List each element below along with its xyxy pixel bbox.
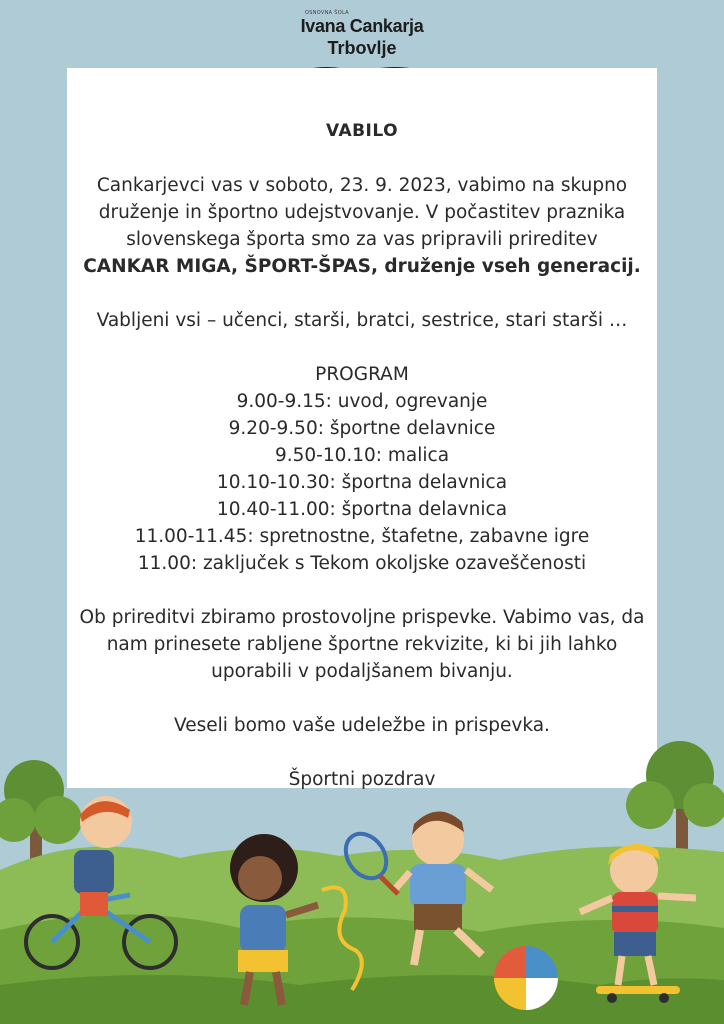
- program-item: 9.00-9.15: uvod, ogrevanje: [236, 391, 488, 412]
- boy-with-racket: [396, 811, 492, 965]
- logo-small-text: OSNOVNA ŠOLA: [305, 10, 349, 16]
- girl-with-ribbon: [230, 834, 362, 1005]
- kid-on-bike: [74, 796, 132, 916]
- donation-line: uporabili v podaljšanem bivanju.: [211, 661, 513, 682]
- donation-line: Ob prireditvi zbiramo prostovoljne prispevke. Vabimo vas, da: [79, 607, 645, 628]
- program-item: 9.50-10.10: malica: [274, 445, 450, 466]
- program-item: 10.10-10.30: športna delavnica: [216, 472, 508, 493]
- event-name: CANKAR MIGA, ŠPORT-ŠPAS, druženje vseh generacij.: [83, 256, 641, 277]
- intro-line: druženje in športno udejstvovanje. V počastitev praznika: [98, 202, 626, 223]
- invitation-text: [67, 118, 657, 793]
- program-item: 10.40-11.00: športna delavnica: [216, 499, 508, 520]
- bicycle-icon: [26, 880, 176, 968]
- ball-icon: [494, 946, 558, 1010]
- closing-line: Veseli bomo vaše udeležbe in prispevka.: [174, 715, 550, 736]
- logo-line-1: Ivana Cankarja: [300, 16, 424, 36]
- boy-on-skateboard: [580, 844, 696, 985]
- logo-line-2: Trbovlje: [327, 38, 397, 58]
- intro-line: slovenskega športa smo za vas pripravili prireditev: [126, 229, 598, 250]
- invitation-title: VABILO: [325, 121, 399, 141]
- program-item: 11.00: zaključek s Tekom okoljske ozaveščenosti: [137, 553, 587, 574]
- intro-line: Cankarjevci vas v soboto, 23. 9. 2023, vabimo na skupno: [96, 175, 628, 196]
- program-item: 11.00-11.45: spretnostne, štafetne, zabavne igre: [134, 526, 590, 547]
- program-item: 9.20-9.50: športne delavnice: [228, 418, 496, 439]
- donation-line: nam prinesete rabljene športne rekvizite, ki bi jih lahko: [106, 634, 618, 655]
- program-heading: PROGRAM: [315, 364, 409, 385]
- invited-guests: Vabljeni vsi – učenci, starši, bratci, sestrice, stari starši …: [96, 310, 628, 331]
- skateboard-icon: [596, 986, 680, 1003]
- tennis-racket-icon: [337, 826, 398, 894]
- greeting: Športni pozdrav: [288, 769, 436, 790]
